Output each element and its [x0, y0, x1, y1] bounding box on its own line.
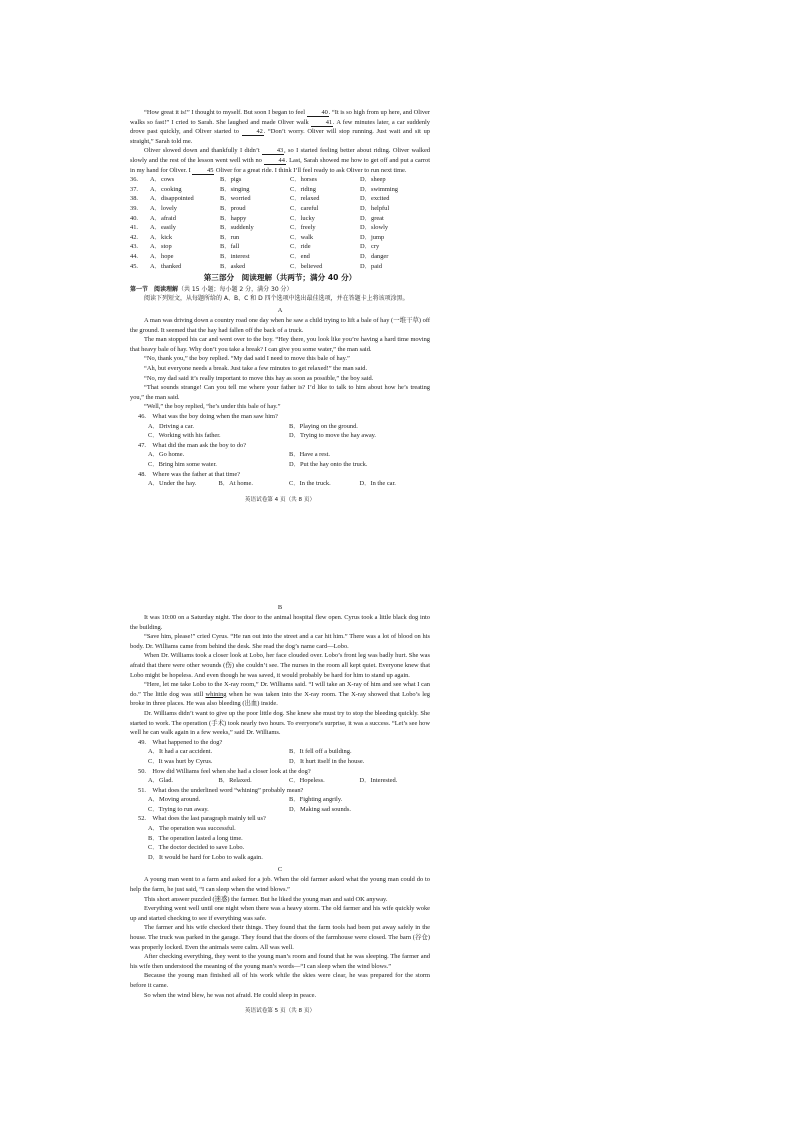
cloze-text: Oliver slowed down and thankfully I didn’t: [144, 147, 263, 155]
option-b: B．proud: [220, 204, 246, 212]
exam-page-4: [130, 108, 430, 505]
option-b: B．singing: [220, 185, 250, 193]
subsection-heading: [130, 285, 430, 294]
option-a: A．It had a car accident.: [148, 748, 213, 756]
cloze-text: . Last, Sarah showed me how to get off and put a carrot in my hand for Oliver. I: [130, 156, 430, 174]
option-c: C．believed: [290, 262, 323, 270]
question-options: [130, 776, 430, 786]
question-number: 38.: [130, 195, 138, 203]
passage-paragraph: “No, thank you,” the boy replied. “My dad said I need to move this bale of hay.”: [144, 355, 350, 363]
question-number: 42.: [130, 233, 138, 241]
cloze-text: Oliver for a great ride. I think I’ll feel ready to ask Oliver to run next time.: [214, 166, 407, 174]
option-d: D．swimming: [360, 185, 398, 193]
question-options: [130, 431, 430, 441]
question-stem: 46. What was the boy doing when the man saw him?: [138, 413, 278, 421]
passage-paragraph: So when the wind blew, he was not afraid. He could sleep in peace.: [144, 991, 317, 999]
option-a: A．cows: [150, 176, 175, 184]
option-d: D．helpful: [360, 204, 390, 212]
option-a: A．Driving a car.: [148, 422, 194, 430]
question-options: [130, 757, 430, 767]
option-c: C．ride: [290, 243, 311, 251]
passage-paragraph: When Dr. Williams took a closer look at Lobo, her face clouded over. Lobo’s front leg was badly hurt. She was afraid that there were other wounds (伤) she couldn’t see. The nurses in the room all kept quiet. Everyone knew that Lobo might be hopeless. And even though he was saved, it would probably be hard for him to stand up again.: [130, 652, 430, 679]
option-a: A．afraid: [150, 214, 176, 222]
option-b: B．run: [220, 233, 240, 241]
subsection-label: 第一节 阅读理解: [130, 286, 179, 294]
option-d: D．paid: [360, 262, 383, 270]
question-number: 40.: [130, 214, 138, 222]
page-footer: 英语试卷第 4 页（共 8 页）: [244, 496, 316, 503]
subsection-note: （共 15 小题；每小题 2 分，满分 30 分）: [178, 286, 293, 294]
passage-paragraph: It was 10:00 on a Saturday night. The door to the animal hospital flew open. Cyrus took a little black dog into the building.: [130, 614, 430, 631]
question-options: [130, 422, 430, 432]
option-a: A．hope: [150, 252, 174, 260]
option-c: C．relaxed: [290, 195, 320, 203]
option-d: D．cry: [360, 243, 380, 251]
question-options: [130, 460, 430, 470]
option-c: C．end: [290, 252, 310, 260]
page-footer: 英语试卷第 5 页（共 8 页）: [244, 1008, 316, 1015]
passage-paragraph: A man was driving down a country road one day when he saw a child trying to lift a bale of hay (一堆干草) off the ground. It seemed that the hay had fallen off the back of a truck.: [130, 317, 430, 334]
question-number: 41.: [130, 224, 138, 232]
question-stem: 48. Where was the father at that time?: [138, 470, 241, 478]
question-number: 45.: [130, 262, 138, 270]
underlined-word: whining: [205, 690, 227, 698]
cloze-blank: 40: [307, 109, 329, 117]
option-c: C．In the truck.: [289, 480, 331, 488]
option-a: A．kick: [150, 233, 173, 241]
cloze-blank: 42: [242, 128, 264, 136]
option-row: [130, 242, 430, 252]
option-a: A．easily: [150, 224, 176, 232]
cloze-text: . “Don’t worry. Oliver will stop running. Just wait and sit up straight,” Sarah told me.: [130, 128, 430, 145]
option-row: [130, 194, 430, 204]
option-row: [130, 262, 430, 272]
option-b: B．Fighting angrily.: [289, 796, 343, 804]
option-a: A．Moving around.: [148, 796, 201, 804]
option-row: [130, 204, 430, 214]
option-a: A．cooking: [150, 185, 182, 193]
question-number: 37.: [130, 185, 138, 193]
question-options: [130, 450, 430, 460]
option-d: D．danger: [360, 252, 389, 260]
option-c: C．Hopeless.: [289, 777, 325, 785]
passage-paragraph: Because the young man finished all of his work while the skies were clear, he was prepared for the storm before it came.: [130, 972, 430, 989]
question-options: [130, 479, 430, 489]
option-b: B．The operation lasted a long time.: [148, 834, 243, 842]
option-d: D．jump: [360, 233, 385, 241]
passage-paragraph: “Well,” the boy replied, “he’s under this bale of hay.”: [144, 403, 281, 411]
option-c: C．walk: [290, 233, 314, 241]
option-row: [130, 233, 430, 243]
option-b: B．Playing on the ground.: [289, 422, 358, 430]
cloze-blank: 41: [311, 119, 333, 127]
option-b: B．pigs: [220, 176, 242, 184]
question-options: [130, 843, 430, 853]
option-b: B．Have a rest.: [289, 451, 330, 459]
option-row: [130, 175, 430, 185]
option-row: [130, 185, 430, 195]
cloze-paragraph: [130, 146, 430, 175]
option-c: C．lucky: [290, 214, 315, 222]
passage-text: “Here, let me take Lobo to the X-ray room,” Dr. Williams said. “I will take an X-ray of him and see what I can do.” The little dog was still: [130, 681, 430, 698]
option-a: A．disappointed: [150, 195, 194, 203]
option-d: D．excited: [360, 195, 390, 203]
option-d: D．great: [360, 214, 384, 222]
option-c: C．Bring him some water.: [148, 461, 217, 468]
section-title: 第三部分 阅读理解（共两节；满分 40 分）: [203, 273, 357, 283]
passage-paragraph: After checking everything, they went to the young man’s room and found that he was sleeping. The farmer and his wife then understood the meaning of the young man’s words—“I can sleep when the wind blows.”: [130, 953, 430, 970]
passage-paragraph: The farmer and his wife checked their things. They found that the farm tools had been put away safely in the house. The truck was parked in the garage. They found that the doors of the farmhouse were closed. The barn (谷仓) was properly locked. Even the animals were calm. All was well.: [130, 924, 430, 951]
option-b: B．suddenly: [220, 224, 254, 232]
option-d: D．In the car.: [359, 480, 396, 488]
option-b: B．worried: [220, 195, 251, 203]
option-a: A．lovely: [150, 204, 177, 212]
option-b: B．At home.: [218, 480, 253, 488]
option-d: D．slowly: [360, 224, 389, 232]
option-a: A．Glad.: [148, 777, 174, 785]
option-row: [130, 214, 430, 224]
option-a: A．Go home.: [148, 451, 185, 459]
option-a: A．Under the hay.: [148, 480, 197, 488]
option-c: C．It was hurt by Cyrus.: [148, 757, 213, 765]
passage-paragraph: Dr. Williams didn’t want to give up the poor little dog. She knew she must try to stop the bleeding quickly. She started to work. The operation (手术) took nearly two hours. To everyone’s surprise, it was a success. “Let’s see how well he can walk again in a few weeks,” said Dr. Williams.: [130, 709, 430, 737]
option-c: C．The doctor decided to save Lobo.: [148, 844, 245, 852]
option-a: A．stop: [150, 243, 172, 251]
option-b: B．asked: [220, 262, 246, 270]
question-number: 39.: [130, 204, 138, 212]
option-a: A．The operation was successful.: [148, 825, 236, 833]
passage-letter: A: [277, 307, 283, 315]
option-b: B．interest: [220, 252, 250, 260]
passage-paragraph: “That sounds strange! Can you tell me where your father is? I’d like to talk to him about how he’s treating you,” the man said.: [130, 384, 430, 401]
question-stem: 50. How did Williams feel when she had a closer look at the dog?: [138, 767, 311, 775]
question-stem: 49. What happened to the dog?: [138, 738, 223, 746]
option-b: B．Relaxed.: [218, 777, 252, 785]
option-c: C．Working with his father.: [148, 432, 221, 440]
passage-letter: B: [277, 604, 283, 611]
question-options: [130, 834, 430, 844]
question-stem: 51. What does the underlined word “whining” probably mean?: [138, 786, 304, 794]
option-a: A．thanked: [150, 262, 182, 270]
passage-paragraph: This short answer puzzled (迷惑) the farmer. But he liked the young man and said OK anyway.: [144, 895, 388, 903]
question-options: [130, 747, 430, 757]
option-row: [130, 252, 430, 262]
option-b: B．It fell off a building.: [289, 748, 352, 756]
passage-letter: C: [277, 866, 283, 874]
option-d: D．sheep: [360, 176, 386, 184]
cloze-options: [130, 175, 430, 271]
option-d: D．Trying to move the hay away.: [289, 432, 377, 440]
cloze-text: “How great it is!” I thought to myself. But soon I began to feel: [144, 109, 307, 116]
instructions: 阅读下列短文，从每题所给的 A、B、C 和 D 四个选项中选出最佳选项，并在答题卡上将该项涂黑。: [144, 295, 409, 303]
question-options: [130, 853, 430, 863]
question-number: 43.: [130, 243, 138, 251]
option-c: C．Trying to run away.: [148, 805, 209, 813]
passage-paragraph: “Save him, please!” cried Cyrus. “He ran out into the street and a car hit him.” There was a lot of blood on his body. Dr. Williams came from behind the desk. She read the dog’s name card—Lobo.: [130, 633, 430, 650]
option-c: C．horses: [290, 176, 317, 184]
passage-paragraph: A young man went to a farm and asked for a job. When the old farmer asked what the young man could do to help the farm, he just said, “I can sleep when the wind blows.”: [130, 876, 430, 894]
cloze-text: . A few minutes later, a car suddenly drove past quickly, and Oliver started to: [130, 118, 430, 136]
option-c: C．riding: [290, 185, 316, 193]
question-stem: 47. What did the man ask the boy to do?: [138, 441, 247, 449]
exam-page-5: [130, 600, 430, 1016]
question-options: [130, 795, 430, 805]
cloze-text: , so I started feeling better about riding. Oliver walked slowly and the rest of the lesson went well with no: [130, 147, 431, 164]
cloze-blank: 45: [192, 167, 214, 175]
question-options: [130, 805, 430, 815]
option-row: [130, 223, 430, 233]
option-c: C．careful: [290, 204, 319, 212]
cloze-blank: 44: [264, 157, 286, 165]
cloze-blank: 43: [262, 147, 284, 155]
question-number: 36.: [130, 176, 138, 184]
passage-paragraph: [130, 680, 430, 709]
question-stem: 52. What does the last paragraph mainly tell us?: [138, 815, 266, 823]
option-d: D．It would be hard for Lobo to walk again.: [148, 853, 263, 861]
option-d: D．Making sad sounds.: [289, 805, 351, 813]
option-b: B．happy: [220, 214, 247, 222]
cloze-paragraph: [130, 108, 430, 146]
passage-paragraph: The man stopped his car and went over to the boy. “Hey there, you look like you’re having a hard time moving that heavy bale of hay. Why don’t you take a break? I can give you some water,” the man said.: [130, 336, 430, 353]
passage-paragraph: “Ah, but everyone needs a break. Just take a few minutes to get relaxed!” the man said.: [144, 365, 368, 373]
passage-paragraph: Everything went well until one night when there was a heavy storm. The old farmer and his wife quickly woke up and started checking to see if everything was safe.: [130, 905, 430, 922]
cloze-text: . “It is so high from up here, and Oliver walks so fast!” I cried to Sarah. She laughed and made Oliver walk: [130, 109, 431, 126]
option-c: C．freely: [290, 224, 316, 232]
question-number: 44.: [130, 252, 138, 260]
option-d: D．It hurt itself in the house.: [289, 757, 365, 765]
passage-text: when he was taken into the X-ray room. The X-ray showed that Lobo’s leg broke in three places. He was also bleeding (出血) inside.: [130, 690, 430, 708]
passage-paragraph: “No, my dad said it’s really important to move this hay as soon as possible,” the boy said.: [144, 374, 374, 382]
question-options: [130, 824, 430, 834]
option-d: D．Put the hay onto the truck.: [289, 461, 368, 468]
option-b: B．fall: [220, 243, 240, 251]
option-d: D．Interested.: [359, 777, 398, 785]
